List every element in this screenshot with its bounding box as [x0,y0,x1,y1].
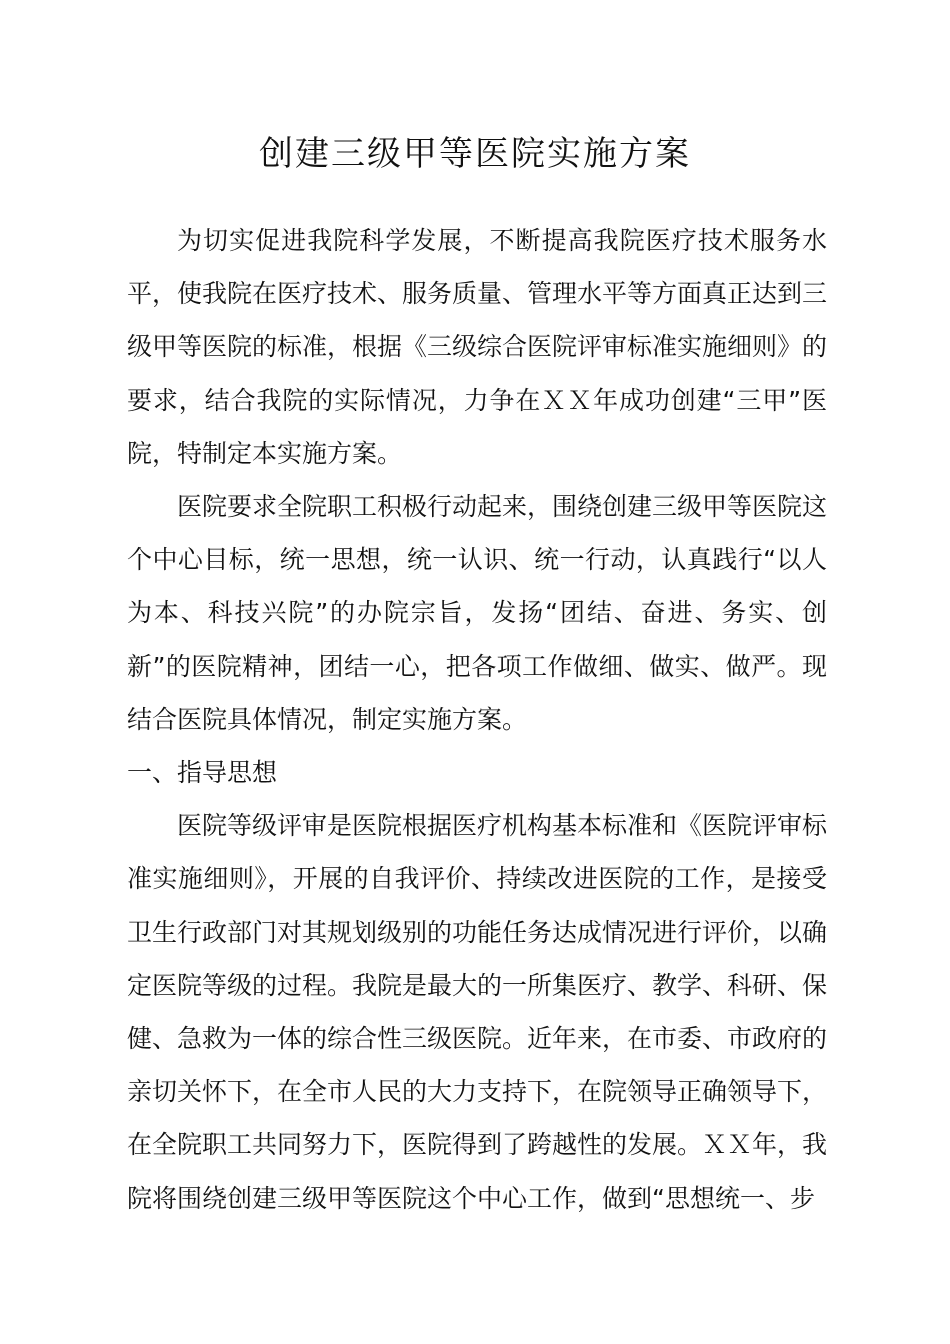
section-paragraph-guiding-ideology: 医院等级评审是医院根据医疗机构基本标准和《医院评审标准实施细则》，开展的自我评价、持续改进医院的工作，是接受卫生行政部门对其规划级别的功能任务达成情况进行评价，以确定医院等级的过程。我院是最大的一所集医疗、教学、科研、保健、急救为一体的综合性三级医院。近年来，在市委、市政府的亲切关怀下，在全市人民的大力支持下，在院领导正确领导下，在全院职工共同努力下，医院得到了跨越性的发展。ＸＸ年，我院将围绕创建三级甲等医院这个中心工作，做到“思想统一、步 [127,811,828,1213]
intro-paragraph-1: 为切实促进我院科学发展，不断提高我院医疗技术服务水平，使我院在医疗技术、服务质量、管理水平等方面真正达到三级甲等医院的标准，根据《三级综合医院评审标准实施细则》的要求，结合我院的实际情况，力争在ＸＸ年成功创建“三甲”医院，特制定本实施方案。 [127,226,828,468]
section-heading-guiding-ideology: 一、指导思想 [127,758,278,788]
document-title: 创建三级甲等医院实施方案 [259,134,691,174]
document-body [127,214,827,1225]
intro-paragraph-2: 医院要求全院职工积极行动起来，围绕创建三级甲等医院这个中心目标，统一思想，统一认识、统一行动，认真践行“以人为本、科技兴院”的办院宗旨，发扬“团结、奋进、务实、创新”的医院精神，团结一心，把各项工作做细、做实、做严。现结合医院具体情况，制定实施方案。 [127,492,828,734]
